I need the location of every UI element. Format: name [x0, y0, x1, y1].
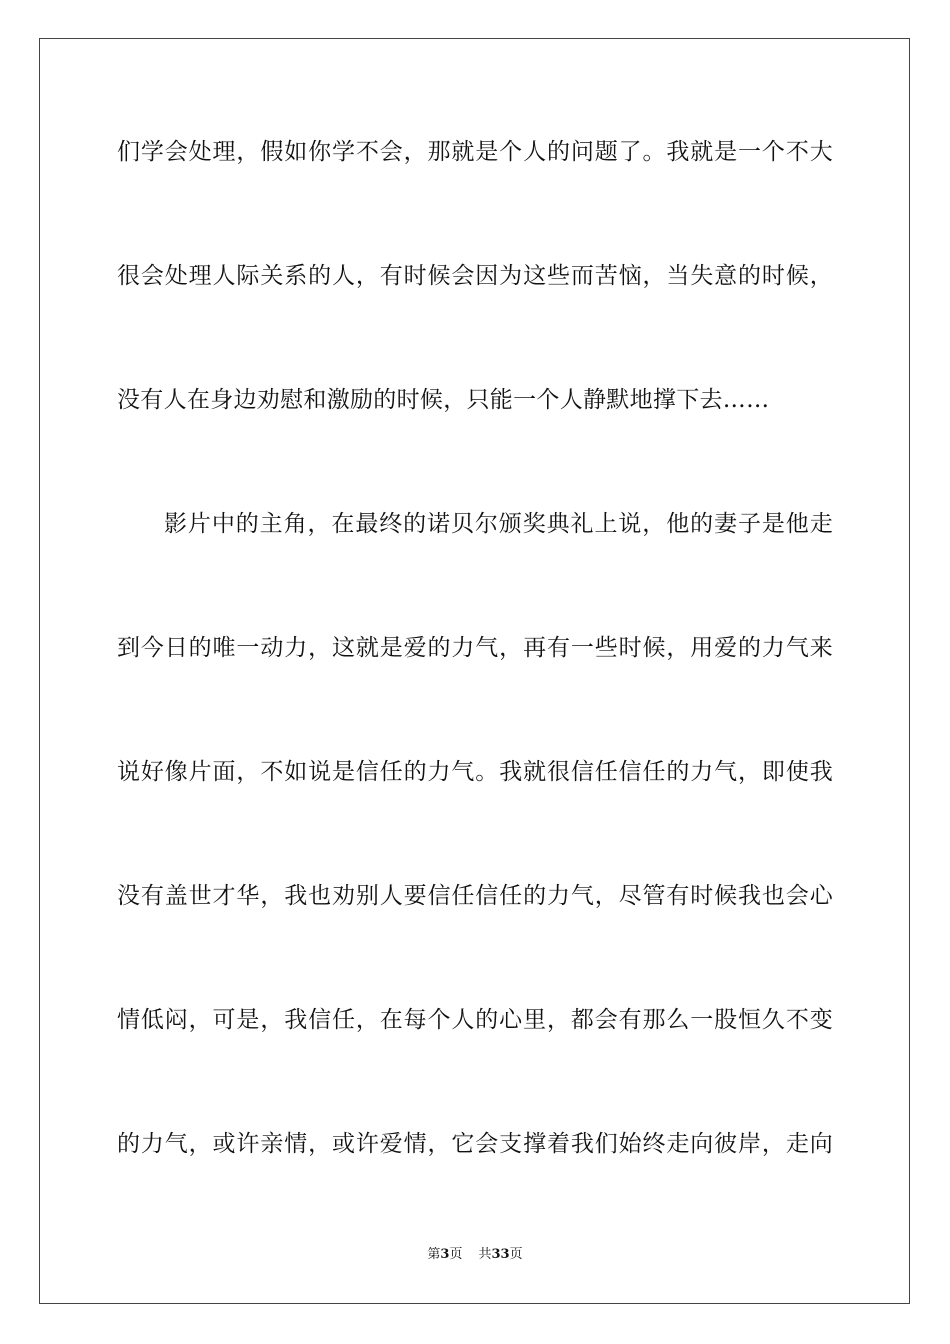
page-number: 3 [440, 1247, 450, 1262]
text-line: 影片中的主角，在最终的诺贝尔颁奖典礼上说，他的妻子是他走 [164, 511, 833, 537]
page-border [39, 38, 910, 1304]
text-line: 很会处理人际关系的人，有时候会因为这些而苦恼，当失意的时候， [117, 263, 833, 289]
text-line: 没有盖世才华，我也劝别人要信任信任的力气，尽管有时候我也会心 [117, 883, 833, 909]
text-line: 的力气，或许亲情，或许爱情，它会支撑着我们始终走向彼岸，走向 [117, 1131, 833, 1157]
total-prefix: 共 [478, 1247, 492, 1262]
text-line: 情低闷，可是，我信任，在每个人的心里，都会有那么一股恒久不变 [117, 1007, 833, 1033]
text-line: 说好像片面，不如说是信任的力气。我就很信任信任的力气，即使我 [117, 759, 833, 785]
text-line: 没有人在身边劝慰和激励的时候，只能一个人静默地撑下去…… [117, 387, 770, 413]
page-footer [0, 1246, 950, 1264]
page-prefix: 第 [427, 1247, 441, 1262]
text-line: 们学会处理，假如你学不会，那就是个人的问题了。我就是一个不大 [117, 139, 833, 165]
total-suffix: 页 [509, 1247, 523, 1262]
page-suffix: 页 [449, 1247, 463, 1262]
text-line: 到今日的唯一动力，这就是爱的力气，再有一些时候，用爱的力气来 [117, 635, 833, 661]
total-pages: 33 [491, 1247, 510, 1262]
